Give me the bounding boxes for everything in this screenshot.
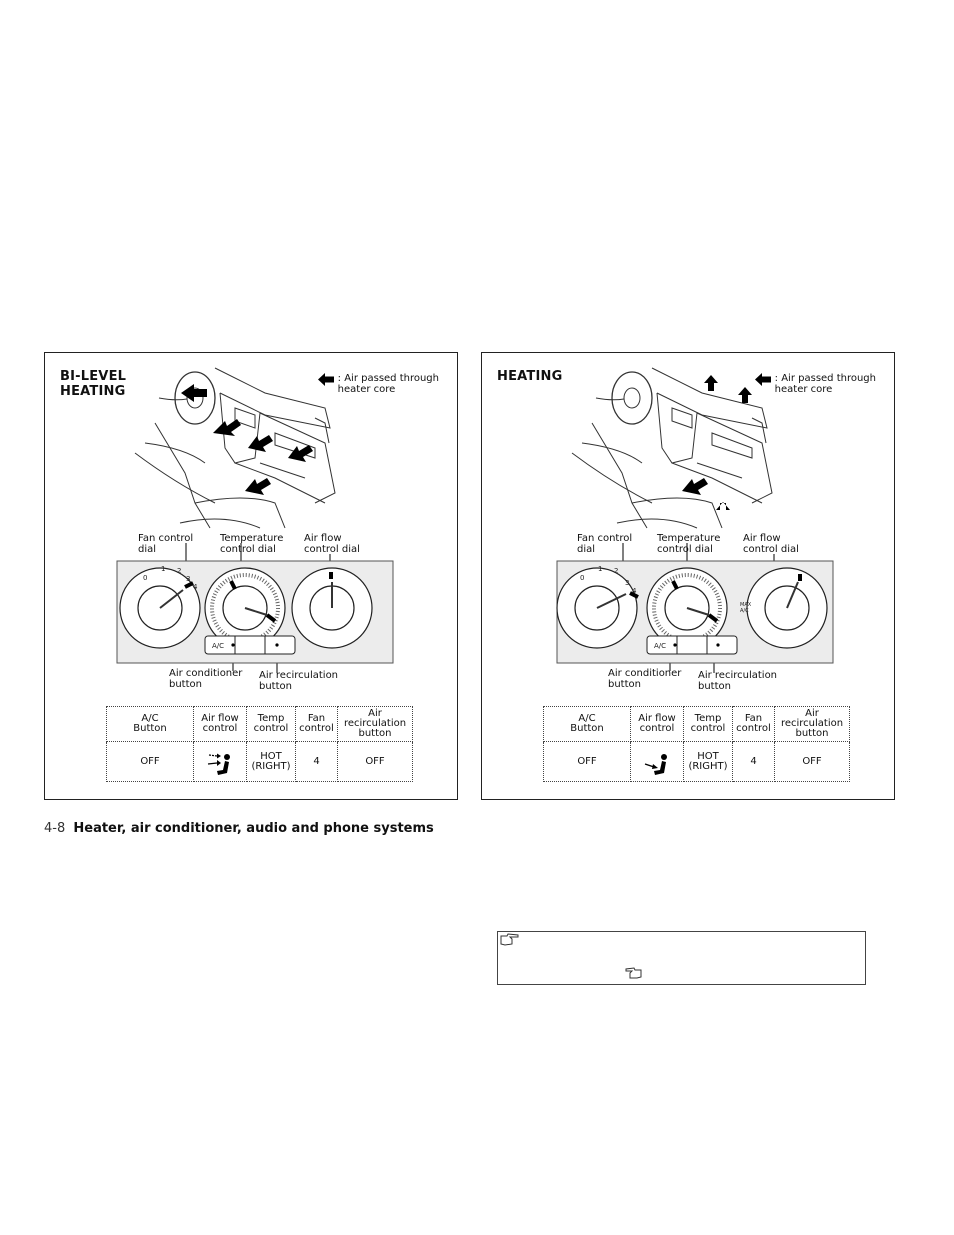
pointing-hand-left-icon <box>624 966 642 980</box>
pointing-hand-right-icon <box>500 933 520 947</box>
header-ac-button: A/C Button <box>544 707 631 742</box>
air-recirculation-button-label: Air recirculation button <box>698 670 778 692</box>
control-settings-table <box>106 706 413 782</box>
header-air-flow-control: Air flow control <box>194 707 247 742</box>
air-flow-control-dial-label: Air flow control dial <box>304 533 360 555</box>
air-flow-control-dial-label: Air flow control dial <box>743 533 799 555</box>
cell-air-flow-control <box>194 742 247 782</box>
dashboard-illustration <box>45 353 457 693</box>
legend-text: : Air passed through heater core <box>774 373 876 395</box>
header-ac-button: A/C Button <box>107 707 194 742</box>
fan-mark-2: 2 <box>177 567 182 575</box>
heating-figure <box>481 352 895 800</box>
cell-fan-control: 4 <box>296 742 338 782</box>
air-conditioner-button-label: Air conditioner button <box>608 668 682 690</box>
ac-button-label: A/C <box>654 642 667 650</box>
air-conditioner-button-label: Air conditioner button <box>169 668 243 690</box>
bi-level-heating-figure <box>44 352 458 800</box>
fan-mark-3: 3 <box>186 575 191 583</box>
bi-level-vent-icon <box>205 752 235 778</box>
header-temp-control: Temp control <box>684 707 733 742</box>
fan-mark-2: 2 <box>614 567 619 575</box>
fan-mark-4: 4 <box>632 587 637 595</box>
table-header-row <box>544 707 850 742</box>
header-fan-control: Fan control <box>296 707 338 742</box>
header-air-recirculation-button: Air recirculation button <box>338 707 413 742</box>
cell-air-recirculation-button: OFF <box>338 742 413 782</box>
bi-level-vent-icon <box>642 752 672 778</box>
cell-temp-control: HOT (RIGHT) <box>684 742 733 782</box>
fan-control-dial-label: Fan control dial <box>138 533 194 555</box>
legend-text: : Air passed through heater core <box>337 373 439 395</box>
header-temp-control: Temp control <box>247 707 296 742</box>
fan-mark-1: 1 <box>598 565 603 573</box>
panel-title: BI-LEVEL HEATING <box>60 369 127 399</box>
fan-control-dial-label: Fan control dial <box>577 533 633 555</box>
header-fan-control: Fan control <box>733 707 775 742</box>
header-air-recirculation-button: Air recirculation button <box>775 707 850 742</box>
cell-ac-button: OFF <box>544 742 631 782</box>
dashboard-illustration <box>482 353 894 693</box>
cell-temp-control: HOT (RIGHT) <box>247 742 296 782</box>
table-row <box>544 742 850 782</box>
fan-mark-1: 1 <box>161 565 166 573</box>
cell-air-recirculation-button: OFF <box>775 742 850 782</box>
ac-button-label: A/C <box>212 642 225 650</box>
table-row <box>107 742 413 782</box>
temperature-control-dial-label: Temperature control dial <box>220 533 284 555</box>
panel-title: HEATING <box>497 369 563 384</box>
table-header-row <box>107 707 413 742</box>
control-settings-table <box>543 706 850 782</box>
cell-fan-control: 4 <box>733 742 775 782</box>
fan-mark-0: 0 <box>143 574 148 582</box>
fan-mark-3: 3 <box>625 579 630 587</box>
temperature-control-dial-label: Temperature control dial <box>657 533 721 555</box>
note-box <box>497 931 866 985</box>
fan-mark-4: 4 <box>193 583 198 591</box>
section-title: Heater, air conditioner, audio and phone systems <box>73 821 434 836</box>
max-ac-mark: MAX <box>740 602 752 608</box>
cell-ac-button: OFF <box>107 742 194 782</box>
cell-air-flow-control <box>631 742 684 782</box>
page-footer <box>44 821 434 836</box>
air-recirculation-button-label: Air recirculation button <box>259 670 339 692</box>
page-number: 4-8 <box>44 821 66 836</box>
header-air-flow-control: Air flow control <box>631 707 684 742</box>
fan-mark-0: 0 <box>580 574 585 582</box>
max-ac-mark-2: A/C <box>740 608 749 614</box>
